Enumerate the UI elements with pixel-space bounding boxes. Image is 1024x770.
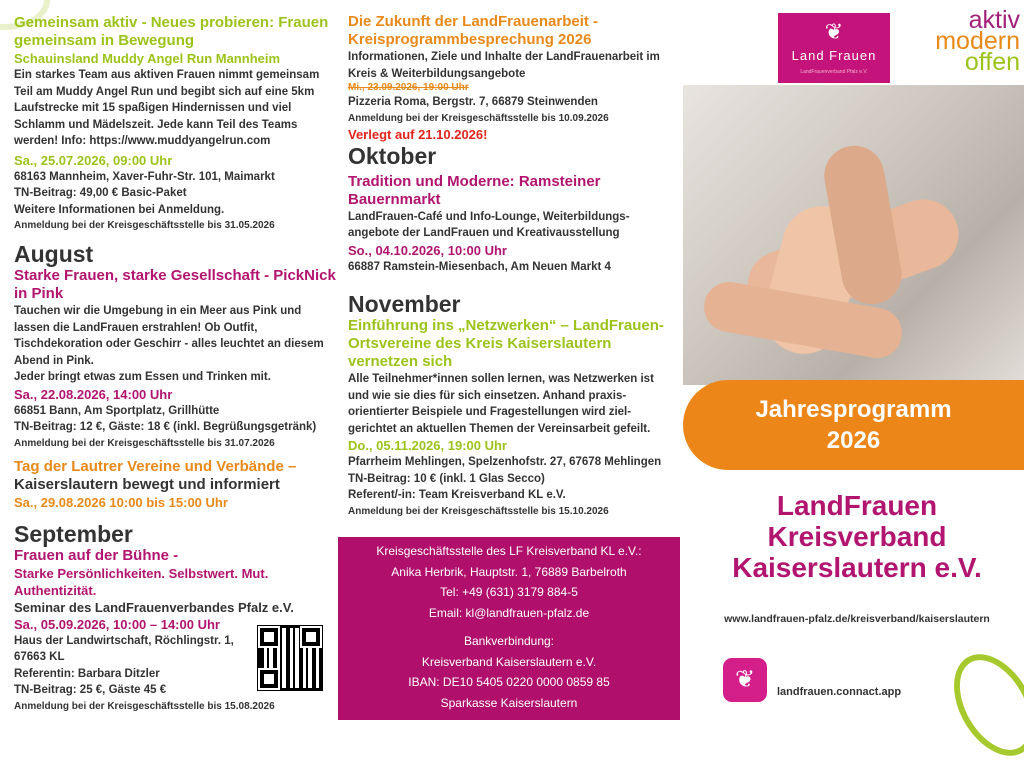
hands-photo bbox=[683, 85, 1024, 385]
website-link[interactable]: www.landfrauen-pfalz.de/kreisverband/kaiserslautern bbox=[724, 613, 990, 625]
event-date: Do., 05.11.2026, 19:00 Uhr bbox=[348, 438, 507, 453]
event-title: Einführung ins „Netzwerken“ – LandFrauen-Ortsvereine des Kreis Kaiserslautern vernetzen sich bbox=[348, 317, 664, 370]
month-heading-september: September bbox=[14, 520, 133, 547]
event-date: Sa., 29.08.2026 10:00 bis 15:00 Uhr bbox=[14, 494, 228, 510]
event-date: Sa., 25.07.2026, 09:00 Uhr bbox=[14, 152, 173, 168]
event-registration: Anmeldung bei der Kreisgeschäftsstelle bis 15.10.2026 bbox=[348, 505, 609, 517]
event-subtitle: Kaiserslautern bewegt und informiert bbox=[14, 475, 280, 493]
contact-line: Anika Herbrik, Hauptstr. 1, 76889 Barbelroth bbox=[391, 564, 627, 579]
event-title: Gemeinsam aktiv - Neues probieren: Frauen gemeinsam in Bewegung bbox=[14, 14, 329, 49]
event-location: 66887 Ramstein-Miesenbach, Am Neuen Markt 4 bbox=[348, 260, 611, 273]
event-description: Jeder bringt etwas zum Essen und Trinken mit. bbox=[14, 371, 271, 383]
event-description: Ein starkes Team aus aktiven Frauen nimmt gemeinsam Teil am Muddy Angel Run und begibt sich auf eine 5km Laufstrecke mit 15 spaßigen Hindernissen und viel Schlamm und Mädelszeit. Jede kann Teil des Teams werden! Info: https://www.muddyangelrun.com bbox=[14, 69, 320, 147]
contact-box bbox=[338, 537, 680, 720]
event-registration: Anmeldung bei der Kreisgeschäftsstelle bis 31.05.2026 bbox=[14, 220, 275, 231]
bank-line: Kreisverband Kaiserslautern e.V. bbox=[421, 654, 597, 669]
contact-email[interactable]: Email: kl@landfrauen-pfalz.de bbox=[428, 605, 590, 620]
qr-code[interactable] bbox=[257, 625, 323, 691]
org-line: Kaiserslautern e.V. bbox=[732, 552, 982, 583]
event-location: Pfarrheim Mehlingen, Spelzenhofstr. 27, 67678 Mehlingen bbox=[348, 456, 662, 468]
event-location: 68163 Mannheim, Xaver-Fuhr-Str. 101, Maimarkt bbox=[14, 170, 275, 183]
decorative-swirl bbox=[937, 640, 1024, 770]
event-info: Weitere Informationen bei Anmeldung. bbox=[14, 203, 225, 216]
org-line: Kreisverband bbox=[767, 521, 947, 552]
logo-sub: LandFrauenverband Pfalz e.V. bbox=[800, 69, 868, 75]
event-location: 66851 Bann, Am Sportplatz, Grillhütte bbox=[14, 404, 220, 417]
left-column bbox=[14, 14, 339, 714]
event-date: So., 04.10.2026, 10:00 Uhr bbox=[348, 242, 507, 258]
event-registration: Anmeldung bei der Kreisgeschäftsstelle bis 10.09.2026 bbox=[348, 112, 609, 124]
event-location: Haus der Landwirtschaft, Röchlingstr. 1, 67663 KL bbox=[14, 634, 234, 663]
event-fee: TN-Beitrag: 10 € (inkl. 1 Glas Secco) bbox=[348, 472, 545, 485]
program-banner bbox=[683, 380, 1024, 470]
landfrauen-logo bbox=[778, 13, 890, 83]
bank-line: Sparkasse Kaiserslautern bbox=[440, 695, 578, 710]
logo-name: Land Frauen bbox=[791, 48, 877, 63]
event-fee: TN-Beitrag: 25 €, Gäste 45 € bbox=[14, 684, 167, 696]
event-old-date: Mi., 23.09.2026, 19:00 Uhr bbox=[348, 82, 469, 93]
event-fee: TN-Beitrag: 49,00 € Basic-Paket bbox=[14, 187, 187, 199]
event-description: LandFrauen-Café und Info-Lounge, Weiterbildungs-angebote der LandFrauen und Kreativausstellung bbox=[348, 210, 630, 239]
month-heading-august: August bbox=[14, 241, 94, 267]
contact-line: Kreisgeschäftsstelle des LF Kreisverband KL e.V.: bbox=[376, 544, 642, 558]
event-location: Pizzeria Roma, Bergstr. 7, 66879 Steinwenden bbox=[348, 96, 598, 108]
org-line: LandFrauen bbox=[776, 490, 938, 521]
event-title: Tradition und Moderne: Ramsteiner Bauernmarkt bbox=[348, 172, 601, 208]
event-title: Frauen auf der Bühne - bbox=[14, 546, 179, 564]
event-registration: Anmeldung bei der Kreisgeschäftsstelle bis 15.08.2026 bbox=[14, 700, 275, 712]
event-description: Alle Teilnehmer*innen sollen lernen, was Netzwerken ist und wie sie dies für sich einsetzen. Anhand praxis-orientierter Beispiele und Fragestellungen wird ziel-gerichtet an aktuellen Themen der Vereinsarbeit gefeilt. bbox=[348, 373, 654, 435]
event-title: Starke Frauen, starke Gesellschaft - PickNick in Pink bbox=[14, 267, 336, 302]
event-date: Sa., 05.09.2026, 10:00 – 14:00 Uhr bbox=[14, 616, 220, 632]
event-speaker: Referent/-in: Team Kreisverband KL e.V. bbox=[348, 489, 566, 501]
event-title: Die Zukunft der LandFrauenarbeit - Kreisprogrammbesprechung 2026 bbox=[348, 13, 599, 48]
bank-line: Bankverbindung: bbox=[463, 634, 555, 648]
slogan-word: modern bbox=[935, 27, 1020, 55]
middle-column bbox=[348, 13, 678, 519]
contact-phone: Tel: +49 (631) 3179 884-5 bbox=[440, 585, 578, 599]
event-organizer: Seminar des LandFrauenverbandes Pfalz e.V. bbox=[14, 599, 294, 615]
event-fee: TN-Beitrag: 12 €, Gäste: 18 € (inkl. Begrüßungsgetränk) bbox=[14, 421, 317, 433]
event-subtitle: Starke Persönlichkeiten. Selbstwert. Mut. Authentizität. bbox=[14, 565, 269, 598]
month-heading-november: November bbox=[348, 291, 461, 317]
event-description: Informationen, Ziele und Inhalte der LandFrauenarbeit im Kreis & Weiterbildungsangebote bbox=[348, 51, 660, 80]
organization-name bbox=[690, 490, 1024, 583]
event-title: Tag der Lautrer Vereine und Verbände – bbox=[14, 457, 297, 475]
app-link[interactable]: landfrauen.connact.app bbox=[777, 686, 902, 698]
slogan bbox=[900, 6, 1020, 76]
app-bee-icon[interactable]: ❦ bbox=[723, 658, 767, 702]
program-year: 2026 bbox=[826, 427, 881, 454]
event-description: Tauchen wir die Umgebung in ein Meer aus Pink und lassen die LandFrauen erstrahlen! Ob Outfit, Tischdekoration oder Geschirr - alles leuchtet an diesem Abend in Pink. bbox=[14, 305, 324, 367]
bank-iban: IBAN: DE10 5405 0220 0000 0859 85 bbox=[408, 675, 610, 689]
event-date: Sa., 22.08.2026, 14:00 Uhr bbox=[14, 386, 173, 402]
event-registration: Anmeldung bei der Kreisgeschäftsstelle bis 31.07.2026 bbox=[14, 437, 275, 449]
event-subtitle: Schauinsland Muddy Angel Run Mannheim bbox=[14, 51, 281, 66]
month-heading-oktober: Oktober bbox=[348, 142, 437, 169]
program-title: Jahresprogramm bbox=[755, 396, 952, 423]
slogan-word: offen bbox=[964, 48, 1020, 76]
bee-icon: ❦ bbox=[824, 19, 844, 44]
slogan-word: aktiv bbox=[968, 6, 1020, 34]
event-moved-notice: Verlegt auf 21.10.2026! bbox=[348, 126, 488, 142]
event-speaker: Referentin: Barbara Ditzler bbox=[14, 667, 160, 680]
